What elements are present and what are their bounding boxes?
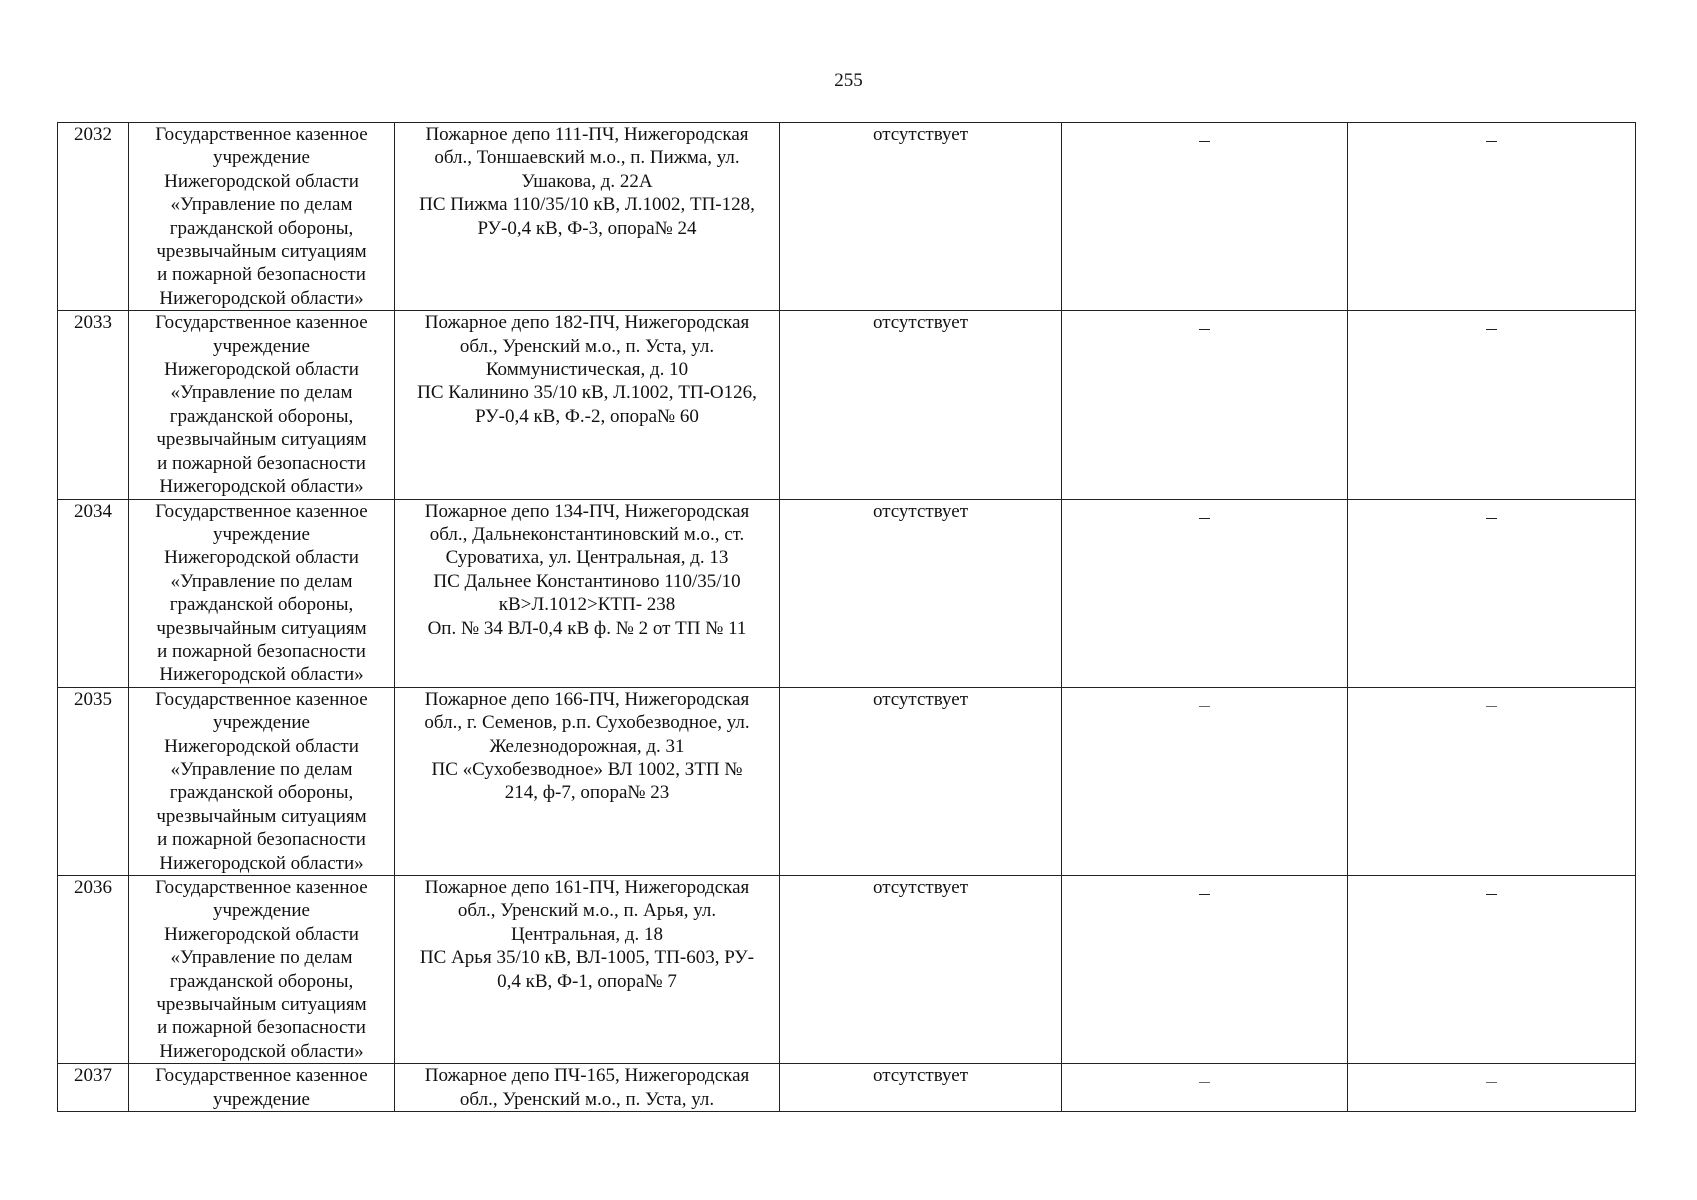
status-cell: отсутствует xyxy=(780,876,1062,1064)
organization-line: Государственное казенное xyxy=(155,312,368,334)
table-row xyxy=(58,1064,1636,1112)
organization-cell xyxy=(129,687,395,875)
dash-mark xyxy=(1486,894,1497,895)
address-line: Пожарное депо 161-ПЧ, Нижегородская xyxy=(424,877,750,898)
row-number: 2035 xyxy=(58,687,129,875)
organization-line: и пожарной безопасности xyxy=(157,640,366,662)
row-number: 2037 xyxy=(58,1064,129,1112)
organization-line: «Управление по делам xyxy=(170,194,353,216)
organization-line: Нижегородской области xyxy=(164,923,359,945)
row-number: 2036 xyxy=(58,876,129,1064)
address-line: Коммунистическая, д. 10 xyxy=(485,359,689,381)
dash-mark xyxy=(1199,518,1210,519)
dash-mark xyxy=(1199,894,1210,895)
organization-line: учреждение xyxy=(213,900,310,922)
organization-line: учреждение xyxy=(213,335,310,357)
address-line: кВ>Л.1012>КТП- 238 xyxy=(498,594,676,616)
address-line: Пожарное депо ПЧ-165, Нижегородская xyxy=(424,1065,750,1087)
organization-line: чрезвычайным ситуациям xyxy=(156,617,367,639)
row-number: 2034 xyxy=(58,499,129,687)
address-line: Пожарное депо 182-ПЧ, Нижегородская xyxy=(424,312,750,334)
address-line: ПС Пижма 110/35/10 кВ, Л.1002, ТП-128, xyxy=(419,194,755,216)
address-cell xyxy=(395,1064,780,1112)
organization-line: «Управление по делам xyxy=(170,570,353,592)
address-line: 214, ф-7, опора№ 23 xyxy=(504,782,670,804)
organization-line: учреждение xyxy=(213,1088,310,1110)
empty-value-cell xyxy=(1348,1064,1636,1112)
organization-line: «Управление по делам xyxy=(170,947,353,969)
organization-cell xyxy=(129,876,395,1064)
address-line: ПС «Сухобезводное» ВЛ 1002, ЗТП № xyxy=(431,758,743,780)
address-cell xyxy=(395,311,780,499)
dash-mark xyxy=(1486,518,1497,519)
empty-value-cell xyxy=(1062,687,1348,875)
address-line: Пожарное депо 166-ПЧ, Нижегородская xyxy=(424,688,750,710)
organization-line: Государственное казенное xyxy=(155,500,368,522)
organization-line: чрезвычайным ситуациям xyxy=(156,241,367,263)
organization-cell xyxy=(129,499,395,687)
dash-mark xyxy=(1486,141,1497,142)
organization-line: Нижегородской области» xyxy=(159,1040,364,1062)
empty-value-cell xyxy=(1062,123,1348,311)
table-row xyxy=(58,687,1636,875)
dash-mark xyxy=(1486,329,1497,330)
organization-line: Нижегородской области» xyxy=(159,664,364,686)
status-cell: отсутствует xyxy=(780,123,1062,311)
organization-line: «Управление по делам xyxy=(170,758,353,780)
organization-line: учреждение xyxy=(213,712,310,734)
organization-cell xyxy=(129,311,395,499)
table-row xyxy=(58,499,1636,687)
address-cell xyxy=(395,499,780,687)
row-number: 2033 xyxy=(58,311,129,499)
organization-line: учреждение xyxy=(213,147,310,169)
status-cell: отсутствует xyxy=(780,499,1062,687)
organization-line: Нижегородской области» xyxy=(159,852,364,874)
organization-line: Государственное казенное xyxy=(155,124,368,145)
organization-cell xyxy=(129,1064,395,1112)
organization-cell xyxy=(129,123,395,311)
organization-line: Государственное казенное xyxy=(155,688,368,710)
dash-mark xyxy=(1199,141,1210,142)
table-row xyxy=(58,123,1636,311)
empty-value-cell xyxy=(1348,876,1636,1064)
empty-value-cell xyxy=(1348,499,1636,687)
address-cell xyxy=(395,123,780,311)
address-cell xyxy=(395,687,780,875)
address-line: Ушакова, д. 22А xyxy=(521,170,653,192)
address-line: Оп. № 34 ВЛ-0,4 кВ ф. № 2 от ТП № 11 xyxy=(427,617,747,639)
empty-value-cell xyxy=(1062,1064,1348,1112)
address-line: ПС Дальнее Константиново 110/35/10 xyxy=(433,570,741,592)
address-line: Центральная, д. 18 xyxy=(510,923,664,945)
row-number: 2032 xyxy=(58,123,129,311)
empty-value-cell xyxy=(1062,311,1348,499)
organization-line: «Управление по делам xyxy=(170,382,353,404)
dash-mark xyxy=(1199,706,1210,707)
dash-mark xyxy=(1486,706,1497,707)
address-line: 0,4 кВ, Ф-1, опора№ 7 xyxy=(497,970,677,992)
dash-mark xyxy=(1199,1082,1210,1083)
address-line: Суроватиха, ул. Центральная, д. 13 xyxy=(445,547,729,569)
page-number: 255 xyxy=(834,70,863,91)
table-body xyxy=(58,123,1636,1112)
address-line: обл., Дальнеконстантиновский м.о., ст. xyxy=(429,523,745,545)
organization-line: и пожарной безопасности xyxy=(157,829,366,851)
organization-line: гражданской обороны, xyxy=(169,217,354,239)
organization-line: гражданской обороны, xyxy=(169,782,354,804)
address-line: РУ-0,4 кВ, Ф-3, опора№ 24 xyxy=(477,217,697,239)
organization-line: гражданской обороны, xyxy=(169,970,354,992)
organization-line: Нижегородской области xyxy=(164,359,359,381)
table-row xyxy=(58,876,1636,1064)
empty-value-cell xyxy=(1062,499,1348,687)
table-row xyxy=(58,311,1636,499)
address-line: ПС Калинино 35/10 кВ, Л.1002, ТП-О126, xyxy=(417,382,757,404)
organization-line: Государственное казенное xyxy=(155,1065,368,1087)
organization-line: и пожарной безопасности xyxy=(157,264,366,286)
organization-line: Нижегородской области xyxy=(164,170,359,192)
organization-line: гражданской обороны, xyxy=(169,594,354,616)
dash-mark xyxy=(1486,1082,1497,1083)
status-cell: отсутствует xyxy=(780,311,1062,499)
organization-line: Государственное казенное xyxy=(155,877,368,898)
address-line: Пожарное депо 134-ПЧ, Нижегородская xyxy=(424,500,750,522)
status-cell: отсутствует xyxy=(780,1064,1062,1112)
address-line: ПС Арья 35/10 кВ, ВЛ-1005, ТП-603, РУ- xyxy=(419,947,755,969)
organization-line: Нижегородской области xyxy=(164,735,359,757)
empty-value-cell xyxy=(1348,311,1636,499)
organization-line: чрезвычайным ситуациям xyxy=(156,805,367,827)
address-line: Пожарное депо 111-ПЧ, Нижегородская xyxy=(425,124,749,145)
status-cell: отсутствует xyxy=(780,687,1062,875)
address-cell xyxy=(395,876,780,1064)
address-line: обл., Тоншаевский м.о., п. Пижма, ул. xyxy=(434,147,740,169)
organization-line: и пожарной безопасности xyxy=(157,452,366,474)
registry-table xyxy=(57,122,1636,1112)
organization-line: и пожарной безопасности xyxy=(157,1017,366,1039)
empty-value-cell xyxy=(1062,876,1348,1064)
address-line: обл., г. Семенов, р.п. Сухобезводное, ул. xyxy=(424,712,750,734)
organization-line: чрезвычайным ситуациям xyxy=(156,429,367,451)
organization-line: учреждение xyxy=(213,523,310,545)
organization-line: чрезвычайным ситуациям xyxy=(156,994,367,1016)
empty-value-cell xyxy=(1348,123,1636,311)
organization-line: Нижегородской области» xyxy=(159,476,364,498)
address-line: Железнодорожная, д. 31 xyxy=(489,735,685,757)
address-line: обл., Уренский м.о., п. Уста, ул. xyxy=(459,335,715,357)
dash-mark xyxy=(1199,329,1210,330)
organization-line: Нижегородской области xyxy=(164,547,359,569)
address-line: обл., Уренский м.о., п. Арья, ул. xyxy=(457,900,717,922)
address-line: РУ-0,4 кВ, Ф.-2, опора№ 60 xyxy=(475,405,699,427)
address-line: обл., Уренский м.о., п. Уста, ул. xyxy=(459,1088,715,1110)
organization-line: Нижегородской области» xyxy=(159,287,364,309)
organization-line: гражданской обороны, xyxy=(169,405,354,427)
empty-value-cell xyxy=(1348,687,1636,875)
